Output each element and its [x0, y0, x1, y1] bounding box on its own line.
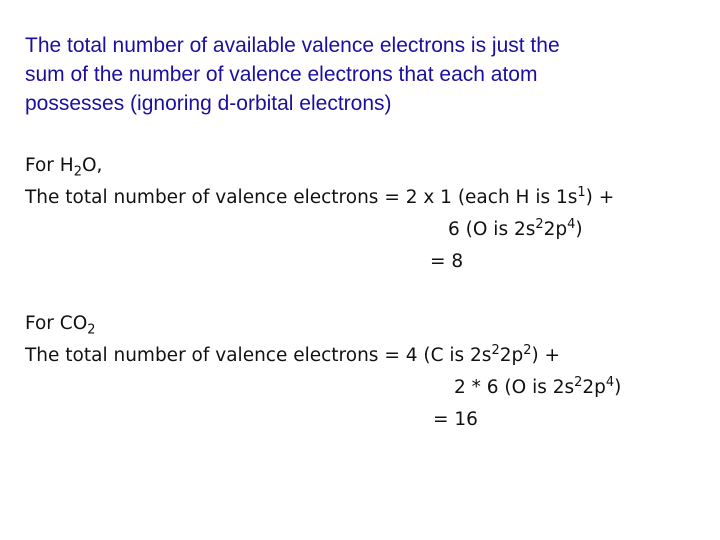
h2o-line2-superscript-1: 2: [535, 216, 544, 232]
co2-heading-subscript: 2: [87, 322, 96, 338]
h2o-line2-suffix: ): [575, 219, 583, 240]
co2-result: [433, 409, 478, 430]
co2-line2-text: 2 * 6 (O is 2s: [454, 377, 575, 398]
co2-equation-line-1: [25, 342, 561, 366]
h2o-result-text: = 8: [430, 251, 464, 272]
h2o-equation-line-2: [448, 216, 583, 240]
h2o-line1-superscript: 1: [577, 184, 586, 200]
h2o-heading-prefix: For H: [25, 155, 74, 176]
co2-line1-mid: 2p: [499, 345, 524, 366]
h2o-heading-subscript: 2: [73, 164, 82, 180]
intro-line-2: sum of the number of valence electrons that each atom: [25, 63, 538, 86]
co2-line1-superscript-2: 2: [523, 342, 532, 358]
h2o-line2-superscript-2: 4: [567, 216, 576, 232]
co2-line2-superscript-1: 2: [574, 374, 583, 390]
intro-paragraph: [25, 31, 705, 118]
h2o-heading: [25, 155, 103, 180]
h2o-heading-suffix: O,: [81, 155, 103, 176]
h2o-result: [430, 251, 463, 272]
co2-line1-text: The total number of valence electrons = 4 (C is 2s: [25, 345, 492, 366]
co2-line1-suffix: ) +: [531, 345, 561, 366]
co2-heading: [25, 313, 96, 338]
co2-heading-prefix: For CO: [25, 313, 88, 334]
co2-line2-suffix: ): [614, 377, 622, 398]
co2-result-text: = 16: [433, 409, 478, 430]
co2-line2-mid: 2p: [582, 377, 606, 398]
co2-line2-superscript-2: 4: [605, 374, 615, 390]
h2o-equation-line-1: [25, 184, 615, 208]
intro-line-1: The total number of available valence electrons is just the: [25, 34, 560, 57]
co2-line1-superscript-1: 2: [491, 342, 500, 358]
h2o-line2-text: 6 (O is 2s: [448, 219, 536, 240]
h2o-line1-suffix: ) +: [585, 187, 615, 208]
co2-equation-line-2: [454, 374, 622, 398]
h2o-line2-mid: 2p: [543, 219, 568, 240]
h2o-line1-text: The total number of valence electrons = 2 x 1 (each H is 1s: [25, 187, 578, 208]
intro-line-3: possesses (ignoring d-orbital electrons): [25, 92, 392, 115]
